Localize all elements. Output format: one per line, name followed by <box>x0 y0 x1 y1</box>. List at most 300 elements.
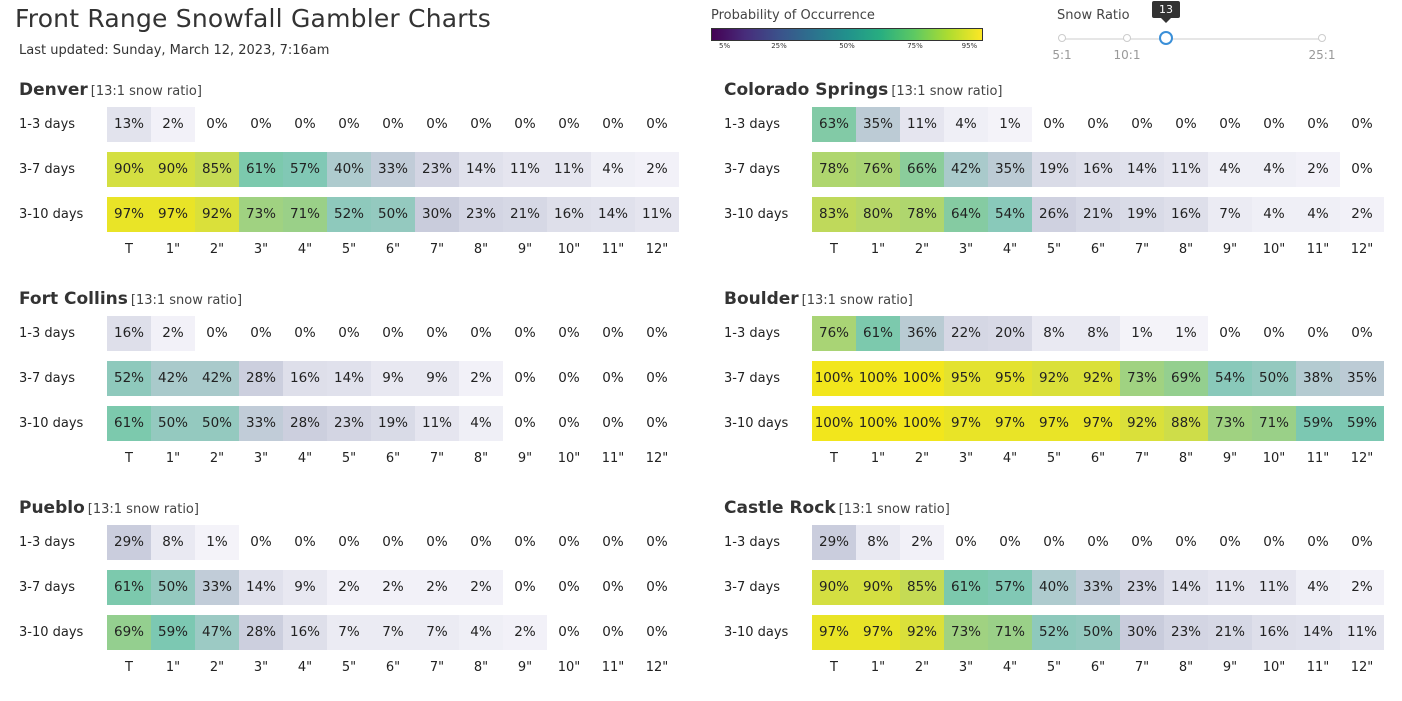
probability-cell: 21% <box>503 197 547 232</box>
snow-amount-label: T <box>830 242 838 257</box>
snow-amount-label: 9" <box>1222 451 1238 466</box>
probability-cell: 0% <box>646 534 668 550</box>
probability-cell: 28% <box>239 615 283 650</box>
snow-amount-label: 3" <box>958 242 974 257</box>
probability-cell: 0% <box>1043 534 1065 550</box>
probability-cell: 11% <box>900 107 944 142</box>
probability-cell: 33% <box>195 570 239 605</box>
probability-cell: 0% <box>646 415 668 431</box>
snow-amount-label: 10" <box>557 242 581 257</box>
probability-cell: 0% <box>514 116 536 132</box>
probability-cell: 0% <box>1087 116 1109 132</box>
probability-cell: 35% <box>1340 361 1384 396</box>
probability-cell: 63% <box>812 107 856 142</box>
snow-amount-label: 6" <box>385 242 401 257</box>
probability-cell: 59% <box>1340 406 1384 441</box>
probability-cell: 42% <box>195 361 239 396</box>
probability-cell: 8% <box>1032 316 1076 351</box>
snow-ratio-label: [13:1 snow ratio] <box>891 84 1003 99</box>
probability-cell: 11% <box>1164 152 1208 187</box>
probability-cell: 92% <box>195 197 239 232</box>
probability-cell: 97% <box>1076 406 1120 441</box>
probability-cell: 4% <box>1208 152 1252 187</box>
probability-cell: 0% <box>646 325 668 341</box>
probability-cell: 42% <box>944 152 988 187</box>
snow-amount-label: 6" <box>385 451 401 466</box>
probability-cell: 61% <box>107 570 151 605</box>
probability-cell: 0% <box>382 325 404 341</box>
row-label: 3-7 days <box>19 162 76 177</box>
probability-cell: 4% <box>1252 152 1296 187</box>
probability-cell: 0% <box>646 116 668 132</box>
probability-cell: 0% <box>426 325 448 341</box>
probability-cell: 19% <box>371 406 415 441</box>
probability-cell: 0% <box>602 534 624 550</box>
row-label: 3-10 days <box>19 625 84 640</box>
snow-amount-label: T <box>830 660 838 675</box>
probability-cell: 23% <box>1120 570 1164 605</box>
probability-cell: 14% <box>327 361 371 396</box>
probability-cell: 11% <box>415 406 459 441</box>
snow-amount-label: 8" <box>1178 242 1194 257</box>
probability-cell: 0% <box>1263 116 1285 132</box>
probability-cell: 8% <box>151 525 195 560</box>
probability-cell: 42% <box>151 361 195 396</box>
snow-ratio-label: [13:1 snow ratio] <box>838 502 950 517</box>
probability-cell: 52% <box>1032 615 1076 650</box>
probability-cell: 11% <box>547 152 591 187</box>
probability-cell: 0% <box>426 534 448 550</box>
row-label: 1-3 days <box>724 326 781 341</box>
row-label: 3-10 days <box>724 207 789 222</box>
snow-amount-label: 8" <box>473 660 489 675</box>
probability-cell: 73% <box>1120 361 1164 396</box>
probability-cell: 54% <box>1208 361 1252 396</box>
gambler-chart-boulder <box>724 289 1402 479</box>
probability-cell: 2% <box>1296 152 1340 187</box>
probability-cell: 11% <box>1252 570 1296 605</box>
probability-cell: 95% <box>944 361 988 396</box>
legend-color-bar <box>711 28 983 41</box>
snow-amount-label: 12" <box>1350 242 1374 257</box>
snow-amount-label: 11" <box>1306 242 1330 257</box>
probability-cell: 38% <box>1296 361 1340 396</box>
snow-amount-label: 11" <box>1306 451 1330 466</box>
snow-amount-label: 1" <box>870 242 886 257</box>
probability-cell: 0% <box>602 624 624 640</box>
snow-ratio-slider[interactable] <box>1050 3 1340 68</box>
probability-cell: 76% <box>856 152 900 187</box>
probability-cell: 100% <box>900 361 944 396</box>
probability-cell: 0% <box>955 534 977 550</box>
legend-tick-label: 25% <box>771 42 787 50</box>
probability-cell: 0% <box>1351 161 1373 177</box>
probability-cell: 0% <box>1351 325 1373 341</box>
probability-cell: 28% <box>239 361 283 396</box>
snow-amount-label: 3" <box>253 451 269 466</box>
probability-cell: 0% <box>1307 325 1329 341</box>
snow-amount-label: 10" <box>1262 660 1286 675</box>
snow-amount-label: 3" <box>253 242 269 257</box>
chart-heading <box>19 289 242 309</box>
probability-cell: 83% <box>812 197 856 232</box>
snow-amount-label: T <box>125 242 133 257</box>
probability-cell: 0% <box>294 325 316 341</box>
probability-cell: 29% <box>107 525 151 560</box>
snow-amount-label: 8" <box>473 451 489 466</box>
probability-cell: 2% <box>635 152 679 187</box>
slider-track[interactable] <box>1062 38 1322 40</box>
snow-amount-label: T <box>830 451 838 466</box>
probability-cell: 2% <box>371 570 415 605</box>
probability-cell: 85% <box>900 570 944 605</box>
snow-amount-label: 4" <box>1002 660 1018 675</box>
probability-cell: 19% <box>1120 197 1164 232</box>
probability-cell: 26% <box>1032 197 1076 232</box>
probability-cell: 0% <box>426 116 448 132</box>
snow-amount-label: 8" <box>1178 660 1194 675</box>
probability-cell: 0% <box>1307 534 1329 550</box>
probability-cell: 14% <box>1120 152 1164 187</box>
probability-cell: 11% <box>503 152 547 187</box>
row-label: 1-3 days <box>19 326 76 341</box>
row-label: 3-7 days <box>724 162 781 177</box>
probability-cell: 4% <box>1296 197 1340 232</box>
slider-tick-label: 10:1 <box>1113 48 1141 62</box>
probability-cell: 0% <box>1263 325 1285 341</box>
probability-cell: 21% <box>1208 615 1252 650</box>
probability-cell: 85% <box>195 152 239 187</box>
snow-amount-label: 7" <box>1134 451 1150 466</box>
legend-tick-label: 75% <box>907 42 923 50</box>
probability-cell: 0% <box>338 534 360 550</box>
probability-cell: 0% <box>558 370 580 386</box>
snow-amount-label: 1" <box>165 242 181 257</box>
snow-amount-label: 7" <box>429 242 445 257</box>
probability-cell: 61% <box>856 316 900 351</box>
probability-cell: 0% <box>1131 534 1153 550</box>
probability-cell: 4% <box>459 615 503 650</box>
probability-cell: 100% <box>900 406 944 441</box>
snow-ratio-label: [13:1 snow ratio] <box>801 293 913 308</box>
probability-cell: 100% <box>812 406 856 441</box>
probability-cell: 71% <box>283 197 327 232</box>
probability-cell: 0% <box>514 370 536 386</box>
probability-cell: 33% <box>371 152 415 187</box>
snow-amount-label: 11" <box>601 242 625 257</box>
legend-tick-label: 50% <box>839 42 855 50</box>
probability-cell: 97% <box>812 615 856 650</box>
probability-cell: 54% <box>988 197 1032 232</box>
probability-cell: 40% <box>327 152 371 187</box>
probability-cell: 0% <box>646 579 668 595</box>
snow-amount-label: 7" <box>1134 242 1150 257</box>
probability-cell: 50% <box>1252 361 1296 396</box>
snow-amount-label: 10" <box>557 660 581 675</box>
legend-tick-label: 5% <box>719 42 731 50</box>
probability-cell: 0% <box>514 579 536 595</box>
probability-cell: 0% <box>206 325 228 341</box>
snow-amount-label: 6" <box>1090 660 1106 675</box>
snow-amount-label: 4" <box>297 660 313 675</box>
slider-stop[interactable] <box>1318 34 1326 42</box>
slider-handle[interactable] <box>1159 31 1173 45</box>
probability-cell: 59% <box>1296 406 1340 441</box>
probability-cell: 4% <box>1296 570 1340 605</box>
probability-cell: 0% <box>646 624 668 640</box>
probability-cell: 23% <box>1164 615 1208 650</box>
row-label: 3-10 days <box>19 416 84 431</box>
probability-cell: 71% <box>1252 406 1296 441</box>
probability-cell: 36% <box>900 316 944 351</box>
snow-amount-label: 7" <box>429 660 445 675</box>
row-label: 3-10 days <box>19 207 84 222</box>
probability-cell: 14% <box>459 152 503 187</box>
probability-cell: 0% <box>1351 534 1373 550</box>
city-name: Denver <box>19 80 88 100</box>
snow-amount-label: 10" <box>1262 242 1286 257</box>
snow-amount-label: 10" <box>1262 451 1286 466</box>
probability-cell: 61% <box>239 152 283 187</box>
probability-cell: 52% <box>327 197 371 232</box>
probability-cell: 0% <box>250 325 272 341</box>
probability-cell: 35% <box>988 152 1032 187</box>
city-name: Castle Rock <box>724 498 836 518</box>
probability-cell: 90% <box>812 570 856 605</box>
snow-amount-label: 5" <box>341 242 357 257</box>
probability-cell: 11% <box>1208 570 1252 605</box>
probability-cell: 100% <box>856 406 900 441</box>
probability-cell: 97% <box>944 406 988 441</box>
probability-cell: 100% <box>856 361 900 396</box>
probability-cell: 7% <box>1208 197 1252 232</box>
probability-cell: 73% <box>1208 406 1252 441</box>
slider-stop[interactable] <box>1058 34 1066 42</box>
probability-cell: 0% <box>999 534 1021 550</box>
snow-amount-label: 11" <box>601 660 625 675</box>
probability-cell: 0% <box>558 534 580 550</box>
probability-cell: 78% <box>812 152 856 187</box>
probability-cell: 9% <box>283 570 327 605</box>
probability-cell: 50% <box>371 197 415 232</box>
probability-cell: 14% <box>1164 570 1208 605</box>
probability-cell: 0% <box>338 325 360 341</box>
snow-amount-label: 12" <box>1350 451 1374 466</box>
chart-heading <box>724 289 913 309</box>
probability-cell: 2% <box>1340 570 1384 605</box>
snow-amount-label: 12" <box>645 660 669 675</box>
snow-amount-label: 12" <box>1350 660 1374 675</box>
slider-tick-label: 25:1 <box>1308 48 1336 62</box>
row-label: 3-7 days <box>19 371 76 386</box>
probability-cell: 30% <box>1120 615 1164 650</box>
gambler-chart-pueblo <box>19 498 709 688</box>
probability-cell: 92% <box>1032 361 1076 396</box>
probability-cell: 21% <box>1076 197 1120 232</box>
probability-cell: 9% <box>415 361 459 396</box>
probability-cell: 90% <box>856 570 900 605</box>
probability-cell: 0% <box>1131 116 1153 132</box>
probability-cell: 97% <box>856 615 900 650</box>
chart-heading <box>724 80 1003 100</box>
row-label: 3-10 days <box>724 625 789 640</box>
city-name: Pueblo <box>19 498 85 518</box>
probability-cell: 28% <box>283 406 327 441</box>
probability-cell: 0% <box>470 116 492 132</box>
legend-ticks <box>711 41 983 53</box>
probability-cell: 2% <box>151 316 195 351</box>
probability-cell: 4% <box>459 406 503 441</box>
probability-cell: 4% <box>944 107 988 142</box>
snow-amount-label: 9" <box>1222 660 1238 675</box>
probability-cell: 0% <box>294 534 316 550</box>
probability-cell: 16% <box>107 316 151 351</box>
probability-cell: 66% <box>900 152 944 187</box>
probability-cell: 23% <box>327 406 371 441</box>
probability-cell: 2% <box>459 361 503 396</box>
probability-cell: 92% <box>1120 406 1164 441</box>
probability-cell: 0% <box>558 116 580 132</box>
chart-heading <box>19 498 199 518</box>
probability-cell: 7% <box>327 615 371 650</box>
snow-amount-label: 2" <box>914 451 930 466</box>
probability-cell: 1% <box>1164 316 1208 351</box>
probability-cell: 1% <box>988 107 1032 142</box>
probability-cell: 61% <box>944 570 988 605</box>
snow-amount-label: 2" <box>209 242 225 257</box>
snow-amount-label: 3" <box>958 660 974 675</box>
probability-cell: 2% <box>327 570 371 605</box>
probability-cell: 2% <box>415 570 459 605</box>
probability-cell: 11% <box>1340 615 1384 650</box>
probability-cell: 0% <box>1219 534 1241 550</box>
snow-amount-label: 5" <box>1046 451 1062 466</box>
probability-cell: 29% <box>812 525 856 560</box>
probability-cell: 4% <box>591 152 635 187</box>
probability-cell: 33% <box>1076 570 1120 605</box>
probability-cell: 0% <box>602 579 624 595</box>
probability-cell: 80% <box>856 197 900 232</box>
probability-cell: 50% <box>1076 615 1120 650</box>
probability-cell: 0% <box>602 116 624 132</box>
probability-cell: 7% <box>371 615 415 650</box>
probability-cell: 16% <box>547 197 591 232</box>
probability-cell: 57% <box>988 570 1032 605</box>
probability-cell: 14% <box>239 570 283 605</box>
probability-cell: 7% <box>415 615 459 650</box>
probability-cell: 50% <box>151 406 195 441</box>
gambler-chart-denver <box>19 80 709 270</box>
probability-cell: 73% <box>944 615 988 650</box>
snow-amount-label: 5" <box>341 451 357 466</box>
probability-cell: 35% <box>856 107 900 142</box>
probability-cell: 71% <box>988 615 1032 650</box>
probability-cell: 50% <box>151 570 195 605</box>
snow-amount-label: 6" <box>1090 242 1106 257</box>
slider-tick-label: 5:1 <box>1052 48 1072 62</box>
probability-cell: 9% <box>371 361 415 396</box>
probability-cell: 11% <box>635 197 679 232</box>
row-label: 1-3 days <box>19 117 76 132</box>
probability-cell: 40% <box>1032 570 1076 605</box>
probability-cell: 8% <box>856 525 900 560</box>
snow-amount-label: 9" <box>517 242 533 257</box>
snow-amount-label: 12" <box>645 242 669 257</box>
probability-cell: 73% <box>239 197 283 232</box>
probability-cell: 0% <box>1219 116 1241 132</box>
probability-cell: 13% <box>107 107 151 142</box>
probability-cell: 0% <box>382 534 404 550</box>
city-name: Boulder <box>724 289 799 309</box>
probability-cell: 90% <box>107 152 151 187</box>
snow-amount-label: 2" <box>914 242 930 257</box>
probability-cell: 0% <box>470 325 492 341</box>
probability-cell: 0% <box>514 415 536 431</box>
gambler-chart-fort-collins <box>19 289 709 479</box>
snow-amount-label: 2" <box>914 660 930 675</box>
probability-cell: 88% <box>1164 406 1208 441</box>
probability-cell: 0% <box>558 579 580 595</box>
probability-cell: 52% <box>107 361 151 396</box>
probability-cell: 57% <box>283 152 327 187</box>
page-title: Front Range Snowfall Gambler Charts <box>15 4 491 33</box>
city-name: Colorado Springs <box>724 80 889 100</box>
probability-cell: 16% <box>1076 152 1120 187</box>
snow-amount-label: 6" <box>1090 451 1106 466</box>
snow-amount-label: 4" <box>297 242 313 257</box>
snow-amount-label: 5" <box>341 660 357 675</box>
probability-cell: 0% <box>602 325 624 341</box>
probability-cell: 30% <box>415 197 459 232</box>
probability-cell: 20% <box>988 316 1032 351</box>
snow-amount-label: 5" <box>1046 660 1062 675</box>
probability-cell: 16% <box>283 361 327 396</box>
probability-cell: 2% <box>503 615 547 650</box>
snow-amount-label: 11" <box>1306 660 1330 675</box>
slider-stop[interactable] <box>1123 34 1131 42</box>
probability-cell: 0% <box>250 116 272 132</box>
probability-cell: 0% <box>646 370 668 386</box>
snow-amount-label: 7" <box>1134 660 1150 675</box>
snow-amount-label: T <box>125 660 133 675</box>
probability-cell: 0% <box>602 370 624 386</box>
last-updated-text: Last updated: Sunday, March 12, 2023, 7:16am <box>19 43 330 58</box>
snow-amount-label: 8" <box>1178 451 1194 466</box>
probability-cell: 0% <box>1263 534 1285 550</box>
slider-value-tooltip: 13 <box>1152 1 1180 18</box>
snow-amount-label: 2" <box>209 660 225 675</box>
probability-cell: 22% <box>944 316 988 351</box>
probability-cell: 64% <box>944 197 988 232</box>
probability-cell: 0% <box>294 116 316 132</box>
snow-amount-label: 3" <box>253 660 269 675</box>
probability-cell: 90% <box>151 152 195 187</box>
probability-cell: 0% <box>558 624 580 640</box>
legend-tick-label: 95% <box>961 42 978 50</box>
probability-cell: 1% <box>1120 316 1164 351</box>
probability-cell: 19% <box>1032 152 1076 187</box>
probability-cell: 0% <box>338 116 360 132</box>
row-label: 1-3 days <box>724 535 781 550</box>
snow-amount-label: 9" <box>1222 242 1238 257</box>
snow-amount-label: 2" <box>209 451 225 466</box>
snow-amount-label: 4" <box>297 451 313 466</box>
probability-cell: 2% <box>459 570 503 605</box>
probability-cell: 2% <box>900 525 944 560</box>
row-label: 3-7 days <box>19 580 76 595</box>
probability-cell: 0% <box>1043 116 1065 132</box>
probability-cell: 59% <box>151 615 195 650</box>
